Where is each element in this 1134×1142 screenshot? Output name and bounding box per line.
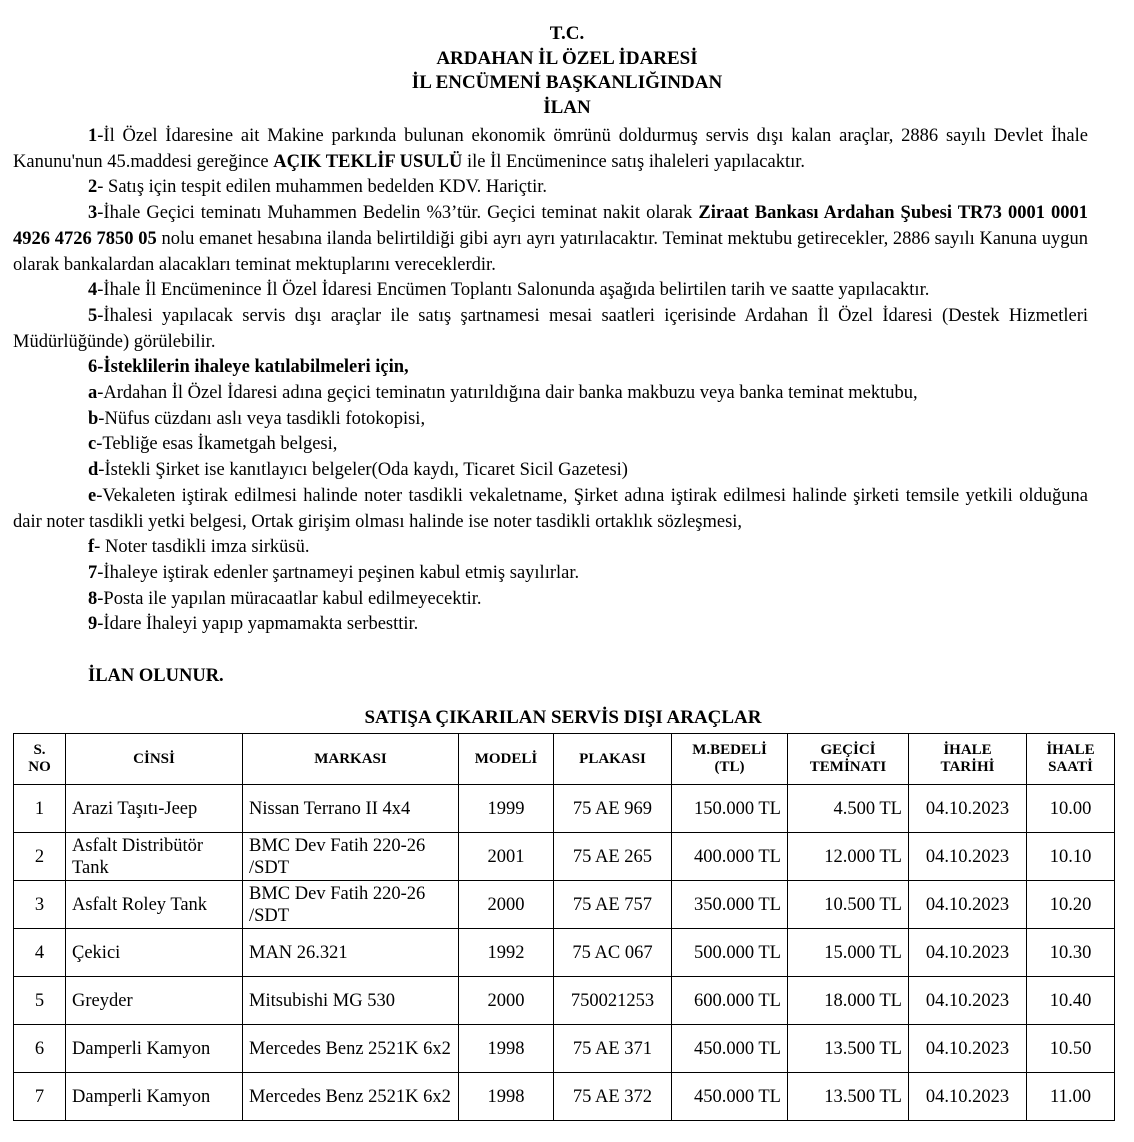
cell-cinsi: Çekici <box>66 929 243 977</box>
paragraph-number: 9 <box>88 614 98 635</box>
cell-plakasi: 75 AC 067 <box>554 929 672 977</box>
paragraph-number: 7 <box>88 562 98 583</box>
cell-cinsi: Damperli Kamyon <box>66 1073 243 1121</box>
cell-bedel: 450.000 TL <box>672 1025 788 1073</box>
paragraph-9: 9-İdare İhaleyi yapıp yapmamakta serbesttir. <box>88 614 419 635</box>
paragraph-6f: f- Noter tasdikli imza sirküsü. <box>88 537 310 558</box>
bold-phrase: AÇIK TEKLİF USULÜ <box>273 151 463 172</box>
paragraph-number: 1 <box>88 126 98 146</box>
paragraph-number: 3 <box>88 203 98 224</box>
col-header-saat: İHALE SAATİ <box>1027 734 1115 785</box>
cell-bedel: 400.000 TL <box>672 833 788 881</box>
table-row <box>14 833 1115 881</box>
cell-teminat: 4.500 TL <box>788 785 909 833</box>
item-letter: a <box>88 383 98 404</box>
cell-markasi: Mercedes Benz 2521K 6x2 <box>243 1025 459 1073</box>
announcement-body <box>13 124 1088 690</box>
col-header-bedel: M.BEDELİ (TL) <box>672 734 788 785</box>
cell-tarih: 04.10.2023 <box>909 929 1027 977</box>
cell-markasi: Nissan Terrano II 4x4 <box>243 785 459 833</box>
paragraph-6c: c-Tebliğe esas İkametgah belgesi, <box>88 434 338 455</box>
cell-bedel: 500.000 TL <box>672 929 788 977</box>
cell-plakasi: 75 AE 372 <box>554 1073 672 1121</box>
cell-plakasi: 75 AE 969 <box>554 785 672 833</box>
cell-markasi: BMC Dev Fatih 220-26 /SDT <box>243 833 459 881</box>
cell-saat: 10.20 <box>1027 881 1115 929</box>
table-row <box>14 1073 1115 1121</box>
item-letter: c <box>88 434 97 455</box>
table-row <box>14 881 1115 929</box>
paragraph-2: 2- Satış için tespit edilen muhammen bedelden KDV. Hariçtir. <box>88 177 547 198</box>
col-header-plakasi: PLAKASI <box>554 734 672 785</box>
cell-markasi: Mercedes Benz 2521K 6x2 <box>243 1073 459 1121</box>
paragraph-6e: e-Vekaleten iştirak edilmesi halinde noter tasdikli vekaletname, Şirket adına iştirak edilmesi halinde şirketi temsile yetkili olduğuna dair noter tasdikli yetki belgesi, Ortak girişim olması halinde ise noter tasdikli ortaklık sözleşmesi, <box>13 485 1088 532</box>
cell-tarih: 04.10.2023 <box>909 881 1027 929</box>
cell-modeli: 1998 <box>459 1073 554 1121</box>
vehicles-table <box>13 733 1115 1121</box>
col-header-no: S. NO <box>14 734 66 785</box>
cell-modeli: 1999 <box>459 785 554 833</box>
paragraph-6d: d-İstekli Şirket ise kanıtlayıcı belgeler(Oda kaydı, Ticaret Sicil Gazetesi) <box>88 460 628 481</box>
col-header-tarih: İHALE TARİHİ <box>909 734 1027 785</box>
item-letter: d <box>88 460 99 481</box>
table-row <box>14 977 1115 1025</box>
header-line-ilan: İLAN <box>543 96 591 118</box>
cell-teminat: 13.500 TL <box>788 1073 909 1121</box>
table-row <box>14 1025 1115 1073</box>
cell-cinsi: Asfalt Distribütör Tank <box>66 833 243 881</box>
paragraph-number: 5 <box>88 305 98 326</box>
cell-saat: 10.40 <box>1027 977 1115 1025</box>
cell-modeli: 1998 <box>459 1025 554 1073</box>
cell-saat: 10.00 <box>1027 785 1115 833</box>
cell-plakasi: 75 AE 371 <box>554 1025 672 1073</box>
cell-tarih: 04.10.2023 <box>909 1025 1027 1073</box>
cell-tarih: 04.10.2023 <box>909 1073 1027 1121</box>
col-header-modeli: MODELİ <box>459 734 554 785</box>
cell-modeli: 2000 <box>459 977 554 1025</box>
bank-account: Ziraat Bankası Ardahan Şubesi TR73 0001 0001 4926 4726 7850 05 <box>13 203 1088 249</box>
cell-no: 4 <box>14 929 66 977</box>
cell-bedel: 600.000 TL <box>672 977 788 1025</box>
cell-plakasi: 75 AE 265 <box>554 833 672 881</box>
cell-teminat: 13.500 TL <box>788 1025 909 1073</box>
cell-no: 6 <box>14 1025 66 1073</box>
paragraph-number: 4 <box>88 280 98 301</box>
item-letter: f <box>88 537 95 558</box>
cell-teminat: 18.000 TL <box>788 977 909 1025</box>
cell-markasi: MAN 26.321 <box>243 929 459 977</box>
cell-cinsi: Greyder <box>66 977 243 1025</box>
cell-saat: 11.00 <box>1027 1073 1115 1121</box>
paragraph-1: 1-İl Özel İdaresine ait Makine parkında bulunan ekonomik ömrünü doldurmuş servis dışı kalan araçlar, 2886 sayılı Devlet İhale Kanunu'nun 45.maddesi gereğince AÇIK TEKLİF USULÜ ile İl Encümenince satış ihaleleri yapılacaktır. <box>13 126 1088 172</box>
header-line-department: İL ENCÜMENİ BAŞKANLIĞINDAN <box>411 72 723 93</box>
cell-no: 1 <box>14 785 66 833</box>
item-letter: e <box>88 485 97 506</box>
cell-plakasi: 750021253 <box>554 977 672 1025</box>
cell-no: 2 <box>14 833 66 881</box>
cell-plakasi: 75 AE 757 <box>554 881 672 929</box>
cell-modeli: 2001 <box>459 833 554 881</box>
cell-teminat: 10.500 TL <box>788 881 909 929</box>
table-row <box>14 785 1115 833</box>
col-header-cinsi: CİNSİ <box>66 734 243 785</box>
paragraph-3: 3-İhale Geçici teminatı Muhammen Bedelin %3’tür. Geçici teminat nakit olarak Ziraat Bankası Ardahan Şubesi TR73 0001 0001 4926 4726 7850 05 nolu emanet hesabına ilanda belirtildiği gibi ayrı ayrı yatırılacaktır. Teminat mektubu getirecekler, 2886 sayılı Kanuna uygun olarak bankalardan alacakları teminat mektuplarını vereceklerdir. <box>13 203 1088 275</box>
cell-cinsi: Asfalt Roley Tank <box>66 881 243 929</box>
cell-teminat: 12.000 TL <box>788 833 909 881</box>
cell-cinsi: Arazi Taşıtı-Jeep <box>66 785 243 833</box>
paragraph-4: 4-İhale İl Encümenince İl Özel İdaresi Encümen Toplantı Salonunda aşağıda belirtilen tarih ve saatte yapılacaktır. <box>88 280 930 301</box>
cell-teminat: 15.000 TL <box>788 929 909 977</box>
cell-saat: 10.50 <box>1027 1025 1115 1073</box>
col-header-markasi: MARKASI <box>243 734 459 785</box>
cell-markasi: Mitsubishi MG 530 <box>243 977 459 1025</box>
cell-cinsi: Damperli Kamyon <box>66 1025 243 1073</box>
paragraph-number: 2 <box>88 177 98 198</box>
cell-bedel: 350.000 TL <box>672 881 788 929</box>
header-line-institution: ARDAHAN İL ÖZEL İDARESİ <box>436 47 698 69</box>
paragraph-5: 5-İhalesi yapılacak servis dışı araçlar ile satış şartnamesi mesai saatleri içerisinde Ardahan İl Özel İdaresi (Destek Hizmetleri Müdürlüğünde) görülebilir. <box>13 305 1088 352</box>
cell-tarih: 04.10.2023 <box>909 977 1027 1025</box>
paragraph-6-heading: 6-İsteklilerin ihaleye katılabilmeleri için, <box>88 357 409 378</box>
paragraph-7: 7-İhaleye iştirak edenler şartnameyi peşinen kabul etmiş sayılırlar. <box>88 562 580 583</box>
paragraph-6b: b-Nüfus cüzdanı aslı veya tasdikli fotokopisi, <box>88 408 426 429</box>
cell-modeli: 2000 <box>459 881 554 929</box>
cell-bedel: 150.000 TL <box>672 785 788 833</box>
cell-tarih: 04.10.2023 <box>909 833 1027 881</box>
table-row <box>14 929 1115 977</box>
cell-saat: 10.30 <box>1027 929 1115 977</box>
cell-no: 7 <box>14 1073 66 1121</box>
col-header-teminat: GEÇİCİ TEMİNATI <box>788 734 909 785</box>
cell-no: 3 <box>14 881 66 929</box>
cell-markasi: BMC Dev Fatih 220-26 /SDT <box>243 881 459 929</box>
cell-bedel: 450.000 TL <box>672 1073 788 1121</box>
cell-tarih: 04.10.2023 <box>909 785 1027 833</box>
table-title: SATIŞA ÇIKARILAN SERVİS DIŞI ARAÇLAR <box>364 707 762 728</box>
closing-statement: İLAN OLUNUR. <box>88 666 224 687</box>
header-line-tc: T.C. <box>549 23 585 44</box>
document-header <box>0 22 1134 120</box>
table-header-row <box>14 734 1115 785</box>
paragraph-number: 8 <box>88 588 98 609</box>
cell-no: 5 <box>14 977 66 1025</box>
cell-saat: 10.10 <box>1027 833 1115 881</box>
paragraph-8: 8-Posta ile yapılan müracaatlar kabul edilmeyecektir. <box>88 588 482 609</box>
item-letter: b <box>88 408 99 429</box>
cell-modeli: 1992 <box>459 929 554 977</box>
paragraph-6a: a-Ardahan İl Özel İdaresi adına geçici teminatın yatırıldığına dair banka makbuzu veya banka teminat mektubu, <box>88 383 918 404</box>
